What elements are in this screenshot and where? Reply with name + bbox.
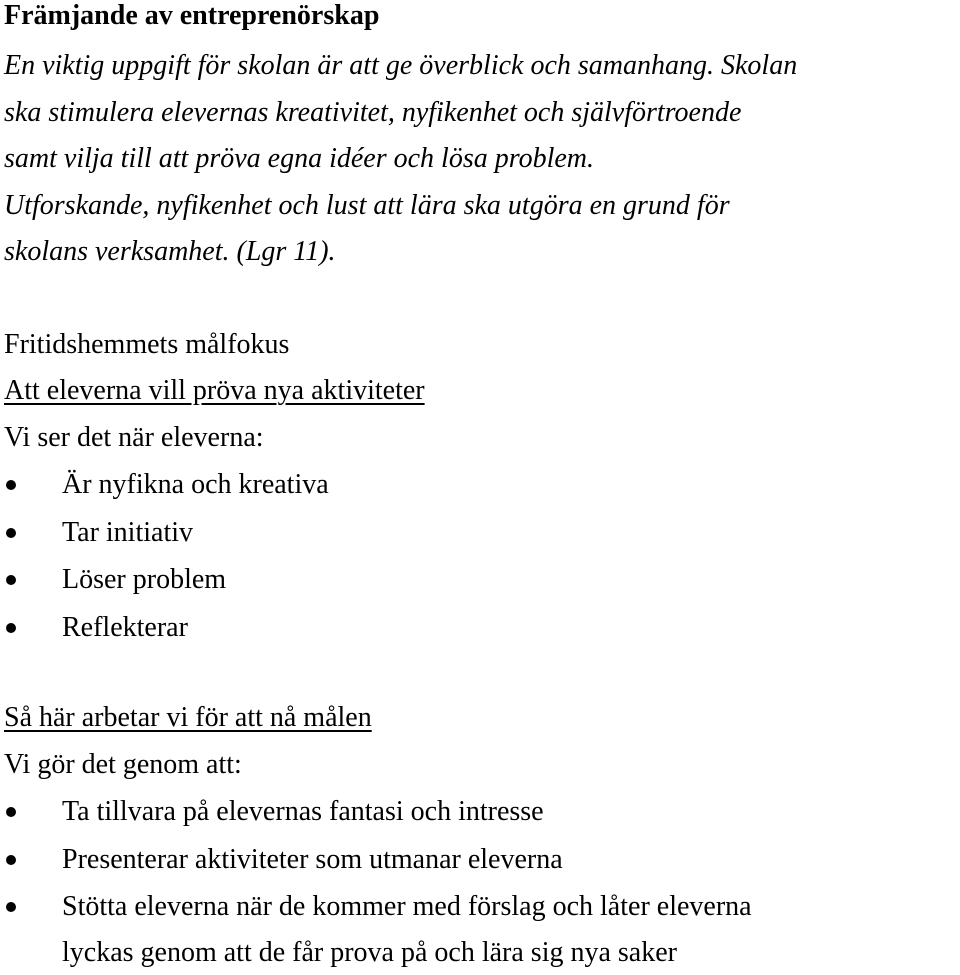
section-arbetssatt (4, 695, 958, 975)
intro-line: ska stimulera elevernas kreativitet, nyfikenhet och självförtroende (4, 96, 742, 128)
method-heading: Så här arbetar vi för att nå målen (4, 702, 372, 733)
bullet-icon (6, 902, 16, 912)
list-item: Tar initiativ (4, 509, 958, 557)
section-lead: Vi ser det när eleverna: (4, 421, 264, 453)
bullet-icon (6, 623, 16, 633)
intro-line: En viktig uppgift för skolan är att ge överblick och samanhang. Skolan (4, 50, 798, 81)
observation-list (4, 461, 958, 651)
section-lead: Vi gör det genom att: (4, 748, 242, 780)
intro-line: samt vilja till att pröva egna idéer och lösa problem. (4, 143, 595, 174)
list-item: Stötta eleverna när de kommer med förslag och låter eleverna lyckas genom att de får prova på och lära sig nya saker (4, 883, 958, 975)
bullet-icon (6, 528, 16, 538)
list-item-continuation: lyckas genom att de får prova på och lära sig nya saker (62, 936, 677, 968)
section-malfokus (4, 322, 958, 652)
bullet-icon (6, 855, 16, 865)
method-list (4, 788, 958, 975)
bullet-icon (6, 575, 16, 585)
section-title: Fritidshemmets målfokus (4, 328, 290, 360)
intro-paragraph (4, 43, 958, 276)
bullet-icon (6, 807, 16, 817)
list-item: Presenterar aktiviteter som utmanar eleverna (4, 836, 958, 884)
goal-heading: Att eleverna vill pröva nya aktiviteter (4, 375, 425, 406)
list-item: Reflekterar (4, 604, 958, 652)
intro-line: Utforskande, nyfikenhet och lust att lära ska utgöra en grund för (4, 189, 730, 221)
list-item: Är nyfikna och kreativa (4, 461, 958, 509)
document-page (4, 0, 958, 975)
document-heading: Främjande av entreprenörskap (4, 0, 380, 31)
list-item: Löser problem (4, 556, 958, 604)
intro-line: skolans verksamhet. (Lgr 11). (4, 236, 336, 267)
bullet-icon (6, 480, 16, 490)
list-item: Ta tillvara på elevernas fantasi och intresse (4, 788, 958, 836)
